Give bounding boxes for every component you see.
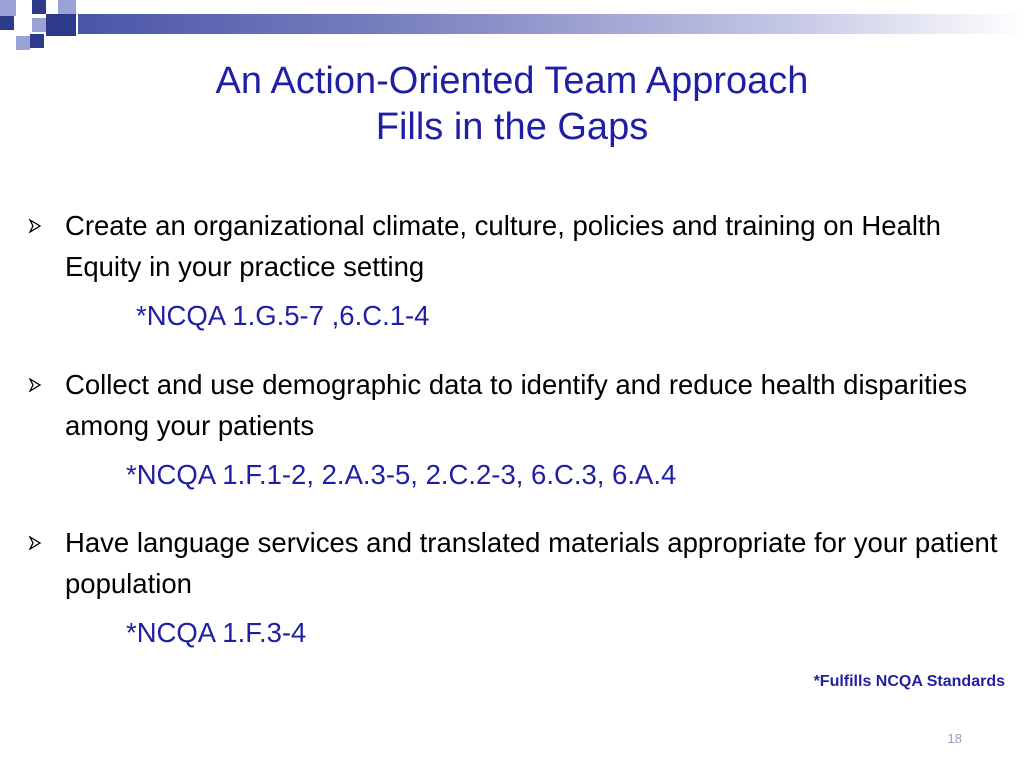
- arrowhead-bullet-icon: [28, 378, 42, 392]
- title-line-2: Fills in the Gaps: [375, 106, 649, 148]
- bullet-text: Have language services and translated materials appropriate for your patient population: [65, 527, 998, 599]
- arrowhead-bullet-icon: [28, 536, 42, 550]
- arrowhead-bullet-icon: [28, 219, 42, 233]
- ncqa-footnote: *Fulfills NCQA Standards: [813, 673, 1005, 690]
- page-number: 18: [947, 731, 962, 746]
- slide-title: [0, 58, 1024, 150]
- title-line-1: An Action-Oriented Team Approach: [215, 60, 809, 102]
- header-gradient-bar: [78, 14, 1024, 34]
- bullet-text: Collect and use demographic data to identify and reduce health disparities among your patients: [65, 369, 967, 441]
- bullet-text: Create an organizational climate, culture, policies and training on Health Equity in your practice setting: [65, 210, 941, 282]
- ncqa-reference: *NCQA 1.G.5-7 ,6.C.1-4: [136, 300, 430, 331]
- ncqa-reference: *NCQA 1.F.3-4: [126, 617, 307, 648]
- ncqa-reference: *NCQA 1.F.1-2, 2.A.3-5, 2.C.2-3, 6.C.3, 6.A.4: [126, 459, 677, 490]
